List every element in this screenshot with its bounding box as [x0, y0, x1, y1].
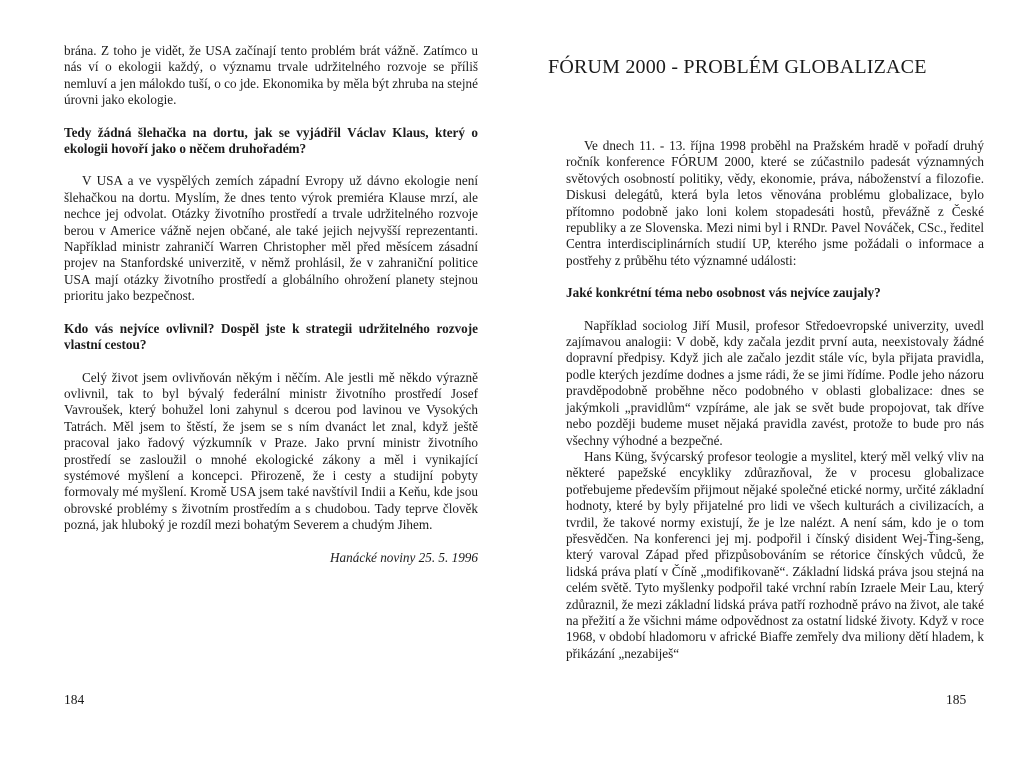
right-page [512, 0, 1024, 759]
article-source: Hanácké noviny 25. 5. 1996 [330, 549, 478, 565]
left-paragraph-1: brána. Z toho je vidět, že USA začínají tento problém brát vážně. Zatímco u nás ví o ekologii každý, o významu trvale udržitelného rozvoje se příliš nemluví a jen málokdo tuší, o co jde. Ekonomika by měla být zhruba na stejné úrovni jako ekologie. [64, 43, 478, 108]
left-text-column [64, 43, 478, 566]
page-number-left: 184 [64, 692, 85, 707]
left-paragraph-3: Celý život jsem ovlivňován někým i něčím. Ale jestli mě někdo výrazně ovlivnil, tak to byl bývalý federální ministr životního prostředí Josef Vavroušek, který bohužel loni zahynul s dcerou pod lavinou ve Vysokých Tatrách. Měl jsem to štěstí, že jsem se s ním dvanáct let znal, když ještě pracoval jako řadový výzkumník v Praze. Jako první ministr životního prostředí se zasloužil o mnohé ekologické zákony a měl i vynikající systémové myšlení a koncepci. Přirozeně, že i cesty a studijní pobyty formovaly mé myšlení. Kromě USA jsem také navštívil Indii a Keňu, kde jsou obrovské problémy s životním prostředím a s chudobou. Tady teprve člověk pozná, jak hluboký je rozdíl mezi bohatým Severem a chudým Jihem. [64, 369, 478, 533]
right-paragraph-2: Například sociolog Jiří Musil, profesor Středoevropské univerzity, uvedl zajímavou analogii: V době, kdy začala jezdit první auta, neexistovaly žádné dopravní předpisy. Když jich ale začalo jezdit stále víc, byla přijata pravidla, podle kterých jezdíme dodnes a jsme rádi, že se jimi řídíme. Podle jeho názoru pravděpodobně proběhne něco podobného v oblasti globalizace: dnes se jakýmkoli „pravidlům“ vzpíráme, ale jak se svět bude propojovat, tak dříve nebo později budeme muset nějaká pravidla zavést, protože to bude pro nás všechny výhodné a bezpečné. [566, 317, 984, 448]
page-number-right: 185 [946, 692, 967, 707]
right-paragraph-1: Ve dnech 11. - 13. října 1998 proběhl na Pražském hradě v pořadí druhý ročník konference FÓRUM 2000, které se zúčastnilo padesát významných světových osobností politiky, vědy, ekonomie, práva, náboženství a filozofie. Diskusi delegátů, která byla letos věnována problému globalizace, bylo přítomno podobně jako loni kolem stopadesáti hostů, převážně z České republiky a ze Slovenska. Mezi nimi byl i RNDr. Pavel Nováček, CSc., ředitel Centra interdisciplinárních studií UP, kterého jsme požádali o informace a postřehy z průběhu této významné události: [566, 138, 984, 268]
interview-question-2: Kdo vás nejvíce ovlivnil? Dospěl jste k strategii udržitelného rozvoje vlastní cestou? [64, 320, 478, 353]
interview-question-3: Jaké konkrétní téma nebo osobnost vás nejvíce zaujaly? [566, 285, 881, 301]
right-text-column [566, 138, 984, 662]
right-paragraph-3: Hans Küng, švýcarský profesor teologie a myslitel, který měl velký vliv na některé papežské encykliky zdůrazňoval, že v procesu globalizace potřebujeme především přijmout nějaké společné etické normy, určité základní hodnoty, které by byly přijatelné pro lidi ve všech kulturách a civilizacích, a tvrdil, že takové normy existují, že je lze nalézt. A není sám, kdo je o tom přesvědčen. Na konferenci jej mj. podpořil i čínský disident Wej-Ťing-šeng, který varoval Západ před přizpůsobováním se rétorice čínských vůdců, že lidská práva platí v Číně „modifikovaně“. Základní lidská práva jsou stejná na celém světě. Tyto myšlenky podpořil také vrchní rabín Izraele Meir Lau, který zdůraznil, že mezi základní lidská práva patří rozhodně právo na život, ale také na přežití a že všichni máme odpovědnost za ostatní lidské životy. Když v roce 1968, v období hladomoru v africké Biafře zemřely dva miliony dětí hladem, k přikázání „nezabiješ“ [566, 448, 984, 661]
interview-question-1: Tedy žádná šlehačka na dortu, jak se vyjádřil Václav Klaus, který o ekologii hovoří jako o něčem druhořadém? [64, 124, 478, 157]
chapter-header: FÓRUM 2000 - PROBLÉM GLOBALIZACE [548, 56, 927, 78]
left-paragraph-2: V USA a ve vyspělých zemích západní Evropy už dávno ekologie není šlehačkou na dortu. Myslím, že dnes tento výrok premiéra Klause mrzí, ale nechce jej odvolat. Otázky životního prostředí a trvale udržitelného rozvoje berou v Americe vážně nejen občané, ale také jejich nejvyšší reprezentanti. Například ministr zahraničí Warren Christopher měl před měsícem zásadní projev na Stanfordské univerzitě, v němž prohlásil, že v zahraniční politice USA mají otázky životního prostředí a globálního ohrožení planety stejnou prioritu jako bezpečnost. [64, 173, 478, 304]
